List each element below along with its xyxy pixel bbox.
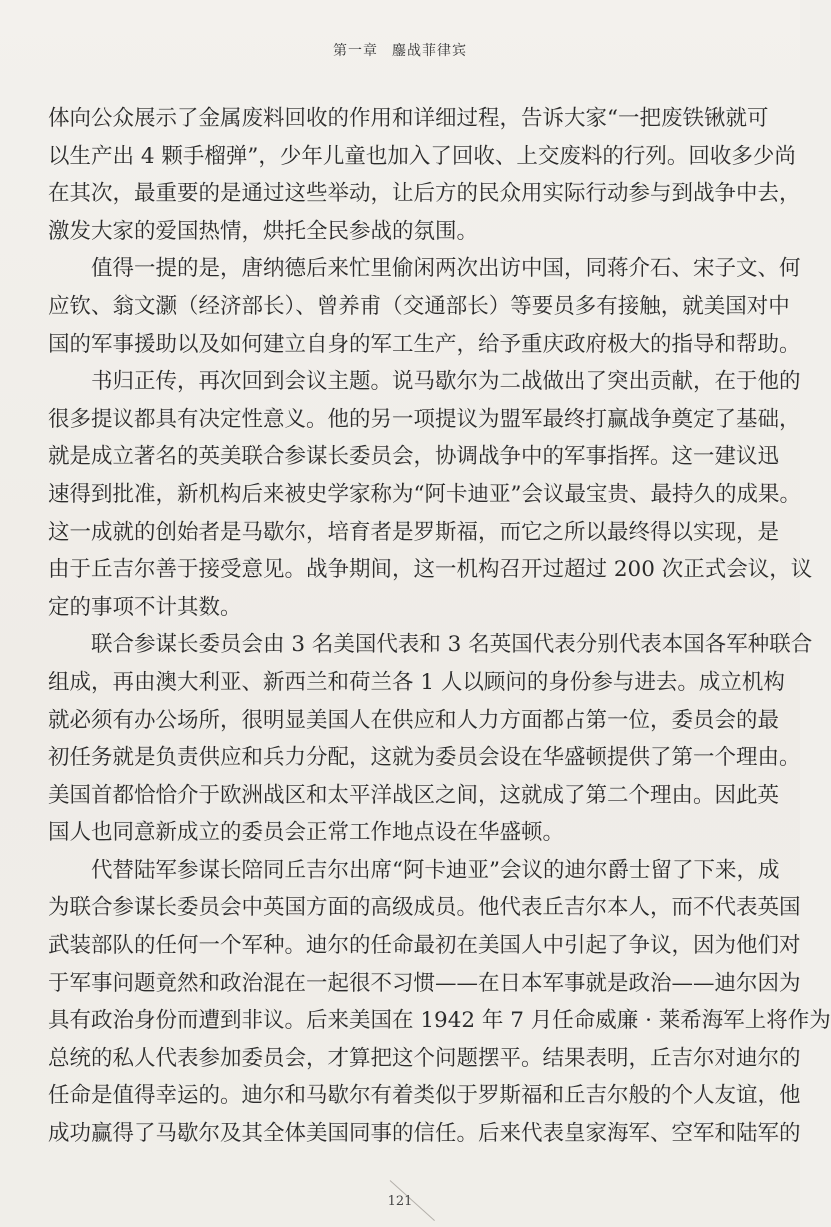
chapter-number: 第一章: [333, 43, 378, 59]
body-text: [48, 100, 831, 1153]
text-line: 美国首都恰恰介于欧洲战区和太平洋战区之间，这就成了第二个理由。因此英: [48, 782, 780, 808]
text-line: 国人也同意新成立的委员会正常工作地点设在华盛顿。: [48, 820, 565, 846]
text-line: 这一成就的创始者是马歇尔，培育者是罗斯福，而它之所以最终得以实现，是: [48, 519, 780, 545]
running-header: [0, 40, 800, 60]
text-line: 定的事项不计其数。: [48, 594, 242, 620]
text-line: 代替陆军参谋长陪同丘吉尔出席“阿卡迪亚”会议的迪尔爵士留了下来，成: [91, 857, 780, 883]
text-line: 激发大家的爱国热情，烘托全民参战的氛围。: [48, 218, 479, 244]
text-line: 速得到批准，新机构后来被史学家称为“阿卡迪亚”会议最宝贵、最持久的成果。: [48, 481, 801, 507]
text-line: 由于丘吉尔善于接受意见。战争期间，这一机构召开过超过 200 次正式会议，议: [48, 557, 813, 583]
text-line: 体向公众展示了金属废料回收的作用和详细过程，告诉大家“一把废铁锹就可: [48, 106, 769, 131]
text-line: 书归正传，再次回到会议主题。说马歇尔为二战做出了突出贡献，在于他的: [91, 369, 801, 395]
text-line: 就是成立著名的英美联合参谋长委员会，协调战争中的军事指挥。这一建议迅: [48, 444, 780, 470]
page-number: 121: [387, 1194, 413, 1209]
text-line: 任命是值得幸运的。迪尔和马歇尔有着类似于罗斯福和丘吉尔般的个人友谊，他: [48, 1083, 801, 1109]
text-line: 为联合参谋长委员会中英国方面的高级成员。他代表丘吉尔本人，而不代表英国: [48, 895, 801, 921]
text-line: 在其次，最重要的是通过这些举动，让后方的民众用实际行动参与到战争中去，: [48, 181, 801, 207]
text-line: 值得一提的是，唐纳德后来忙里偷闲两次出访中国，同蒋介石、宋子文、何: [91, 256, 801, 282]
text-line: 就必须有办公场所，很明显美国人在供应和人力方面都占第一位，委员会的最: [48, 707, 780, 733]
text-line: 于军事问题竟然和政治混在一起很不习惯——在日本军事就是政治——迪尔因为: [48, 970, 801, 996]
text-line: 具有政治身份而遭到非议。后来美国在 1942 年 7 月任命威廉 · 莱希海军上将作为: [48, 1008, 831, 1034]
text-line: 组成，再由澳大利亚、新西兰和荷兰各 1 人以顾问的身份参与进去。成立机构: [48, 669, 785, 695]
chapter-title: 鏖战菲律宾: [392, 43, 467, 59]
text-line: 应钦、翁文灏（经济部长）、曾养甫（交通部长）等要员多有接触，就美国对中: [48, 293, 790, 319]
text-line: 武装部队的任何一个军种。迪尔的任命最初在美国人中引起了争议，因为他们对: [48, 933, 801, 959]
text-line: 成功赢得了马歇尔及其全体美国同事的信任。后来代表皇家海军、空军和陆军的: [48, 1121, 801, 1147]
text-line: 以生产出 4 颗手榴弹”，少年儿童也加入了回收、上交废料的行列。回收多少尚: [48, 143, 796, 169]
text-line: 联合参谋长委员会由 3 名美国代表和 3 名英国代表分别代表本国各军种联合: [91, 632, 813, 658]
text-line: 很多提议都具有决定性意义。他的另一项提议为盟军最终打赢战争奠定了基础，: [48, 406, 801, 432]
text-line: 国的军事援助以及如何建立自身的军工生产，给予重庆政府极大的指导和帮助。: [48, 331, 801, 357]
text-line: 总统的私人代表参加委员会，才算把这个问题摆平。结果表明，丘吉尔对迪尔的: [48, 1045, 801, 1071]
text-line: 初任务就是负责供应和兵力分配，这就为委员会设在华盛顿提供了第一个理由。: [48, 745, 801, 771]
